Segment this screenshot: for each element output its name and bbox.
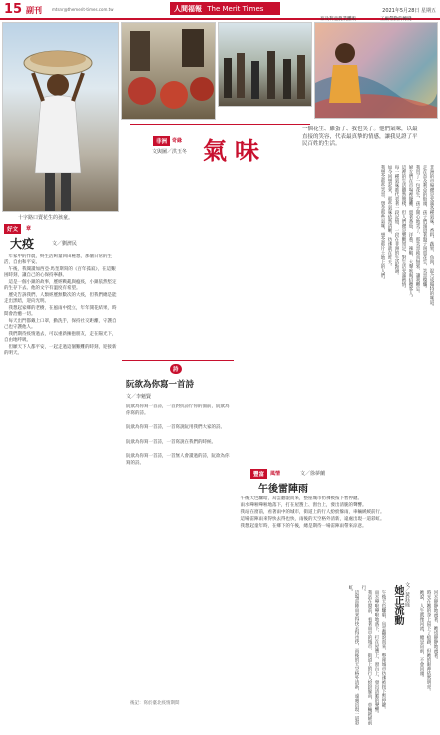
right-article-paragraph: 這場雷陣雨來得快去得也快，雨後的天空格外清新，遠處出現一道彩虹。 bbox=[240, 517, 385, 522]
left-article-paragraph: 午後，我閱讀加西亞·馬奎斯寫的《百年孤寂》，在這艱困時刻，讓自己的心保持寧靜。 bbox=[4, 267, 116, 278]
poem-byline: 文／李魁賢 bbox=[126, 394, 152, 400]
right-article-paragraph: 午後天色驟暗，烏雲翻滾而來，整座城市彷彿被按下暫停鍵。 bbox=[240, 496, 362, 501]
poem-note: 後記：寫於臺北疫情期間 bbox=[130, 701, 180, 706]
poem-title: 阮欲為你寫一首詩 bbox=[126, 380, 195, 390]
peanut-child-caption: 十字路口賣花生的孩童。 bbox=[18, 215, 74, 221]
left-article-paragraph: 我想起家鄉的老樹，在風雨中挺立，年年開花結果，時間會治癒一切。 bbox=[4, 306, 117, 317]
feature-title: 氣味 bbox=[203, 136, 267, 165]
pullquote-text: 一個花生、雞蛋了、我也笑了。他們氣味，以最直接的笑容，代表最真摯的情感，讓我見證了平民百姓的生活。 bbox=[302, 126, 418, 147]
peanut-child-photo bbox=[2, 22, 119, 212]
left-article-paragraph: 但願天下人都平安，一起走過這個艱難的時刻，迎接新的明天。 bbox=[4, 345, 117, 356]
left-article-byline: 文／劉濟民 bbox=[52, 241, 78, 247]
feature-tag-suffix: 奇緣 bbox=[172, 138, 183, 144]
left-article-paragraph: 每天出門都戴上口罩，勤洗手，保持社交距離，守護自己也守護他人。 bbox=[4, 319, 117, 330]
right-article-byline: 文／徐夢蘭 bbox=[300, 471, 326, 477]
page-number: 15 bbox=[4, 2, 23, 17]
poem-label: 詩 bbox=[170, 364, 182, 374]
right-article-label-suffix: 風情 bbox=[270, 471, 281, 477]
contact-email[interactable]: mtsnr@themerit-times.com.tw bbox=[52, 7, 114, 12]
feature-paragraph: 每一種氣味都代表著一段記憶，一段在非洲的生活點滴。 bbox=[394, 164, 399, 277]
lower-paragraph: 雨水嘩啦嘩啦地落下，打在屋簷上、窗台上，發出清脆的聲響。 bbox=[374, 589, 379, 716]
section-name: 副刊 bbox=[26, 6, 42, 15]
masthead-chinese: 人間福報 bbox=[174, 4, 202, 13]
right-article-label: 豐富 bbox=[250, 469, 267, 479]
page-header bbox=[0, 0, 440, 20]
bottom-right-title: 她正流動 bbox=[392, 585, 403, 625]
fabric-illustration bbox=[315, 23, 438, 119]
bottom-right-paragraph: 她說，人生就像河流，總是向前，不會回頭。 bbox=[419, 589, 424, 680]
masthead bbox=[170, 2, 280, 15]
left-article-paragraph: 我們期待疫情過去，可以重新擁抱朋友，走在陽光下，自由地呼吸。 bbox=[4, 332, 117, 343]
lower-paragraph: 這場雷陣雨來得快去得也快，雨後的天空格外清新，遠處出現一道彩虹。 bbox=[348, 585, 359, 725]
left-article-paragraph: 歷史告訴我們，人類經歷無數次的大疫，但我們總是能走出黑暗，迎向光明。 bbox=[4, 293, 117, 304]
right-article-paragraph: 雨水嘩啦嘩啦地落下，打在屋簷上、窗台上，發出清脆的聲響。 bbox=[240, 503, 367, 508]
feature-author: 文與圖／洪玉冬 bbox=[152, 149, 188, 155]
market-photo bbox=[121, 22, 216, 120]
poem-body bbox=[126, 404, 230, 694]
feature-paragraph: 我買了一包花生，孩子開心地笑了，那笑容純真無邪，讓我難忘。 bbox=[415, 164, 420, 295]
left-article-paragraph: 這是一個小鎮的故事，歷經戰亂與瘟疫，小鎮依然堅定的生存下去。他的文字有溫度有希望。 bbox=[4, 280, 117, 291]
fabric-woman-photo bbox=[314, 22, 438, 119]
market-illustration bbox=[122, 23, 216, 120]
feature-paragraph: 我想念那些笑容，想念那些氣味，想念那片土地上的人們。 bbox=[380, 164, 385, 282]
feature-pullquote bbox=[302, 126, 422, 154]
left-article-label: 好文 bbox=[4, 224, 21, 234]
issue-date: 2021年5月28日 星期五 bbox=[382, 8, 436, 14]
poem-stanza: 阮欲為你寫一首詩，一首寫說在我們的時候。 bbox=[126, 439, 216, 445]
crowd-photo bbox=[218, 22, 312, 107]
left-article-label-suffix: 章 bbox=[26, 226, 32, 232]
left-article-paragraph: 年家中的作農，終生活夠量回田秘想，那個日常的生活，自由和平安。 bbox=[4, 254, 112, 265]
bottom-right-body bbox=[412, 585, 438, 730]
child-illustration bbox=[3, 23, 119, 212]
feature-paragraph: 這裡的生活雖然簡樸，但人們總是樂觀知足，對生活充滿熱情。 bbox=[401, 164, 406, 291]
bottom-right-paragraph: 河水靜靜地流著，她也靜靜地流著。 bbox=[433, 589, 438, 662]
feature-paragraph: 婦女們在市場裡擺攤，賣著番茄、洋蔥、辣椒，大聲吆喝招攬客人。 bbox=[408, 164, 413, 300]
poem-stanza: 阮欲為你寫一首詩，一首對抗詩佇你的面前，阮欲為你寫的詩。 bbox=[126, 404, 230, 416]
left-article-title: 大疫 bbox=[10, 237, 35, 251]
feature-paragraph: 非洲的市場總是充滿各種氣味，香料、蔬果、魚肉，混合成獨特的味道。 bbox=[429, 164, 434, 309]
feature-rule bbox=[130, 124, 310, 125]
feature-paragraph: 走在奈及利亞的街頭，孩子們頭頂著盤子叫賣花生，笑容燦爛。 bbox=[422, 164, 427, 291]
bottom-right-paragraph: 時光在她的身上留下了痕跡，但她的眼神依然明亮。 bbox=[426, 589, 431, 693]
photo-caption-b: 工廠帶動的轉變 bbox=[380, 17, 412, 22]
lower-middle-body bbox=[236, 585, 386, 730]
bottom-right-byline: 文／黃鈺庭 bbox=[404, 582, 410, 607]
feature-paragraph: 如今回想起來，那些氣味依然清晰，彷彿就在昨天。 bbox=[387, 164, 392, 268]
crowd-illustration bbox=[219, 23, 312, 107]
feature-tag: 非洲 bbox=[153, 136, 170, 146]
right-article-paragraph: 我站在窗前，看著雨中的城市，街道上的行人紛紛躲雨，車輛緩緩前行。 bbox=[240, 510, 385, 515]
lower-paragraph: 我站在窗前，看著雨中的城市，街道上的行人紛紛躲雨，車輛緩緩前行。 bbox=[361, 585, 372, 725]
poem-stanza: 阮欲為你寫一首詩，一首寫說阮用我們大家的詩。 bbox=[126, 425, 225, 430]
left-article-body bbox=[4, 254, 118, 729]
right-article-title: 午後雷陣雨 bbox=[258, 484, 308, 495]
poem-stanza: 阮欲為你寫一首詩，一首無人會讀過的詩，阮欲為你寫的詩。 bbox=[126, 454, 230, 466]
masthead-english: The Merit Times bbox=[207, 5, 264, 13]
lower-paragraph: 午後天色驟暗，烏雲翻滾而來，整座城市彷彿被按下暫停鍵。 bbox=[381, 589, 386, 711]
right-article-paragraph: 我想起童年時，在鄉下的午後，總是期待一場雷陣雨帶來涼意。 bbox=[240, 524, 367, 529]
photo-caption-a: 奈及利亞農業攤販 bbox=[320, 17, 356, 22]
right-article-body bbox=[236, 496, 436, 580]
poem-rule bbox=[122, 360, 234, 361]
feature-body bbox=[124, 160, 434, 355]
